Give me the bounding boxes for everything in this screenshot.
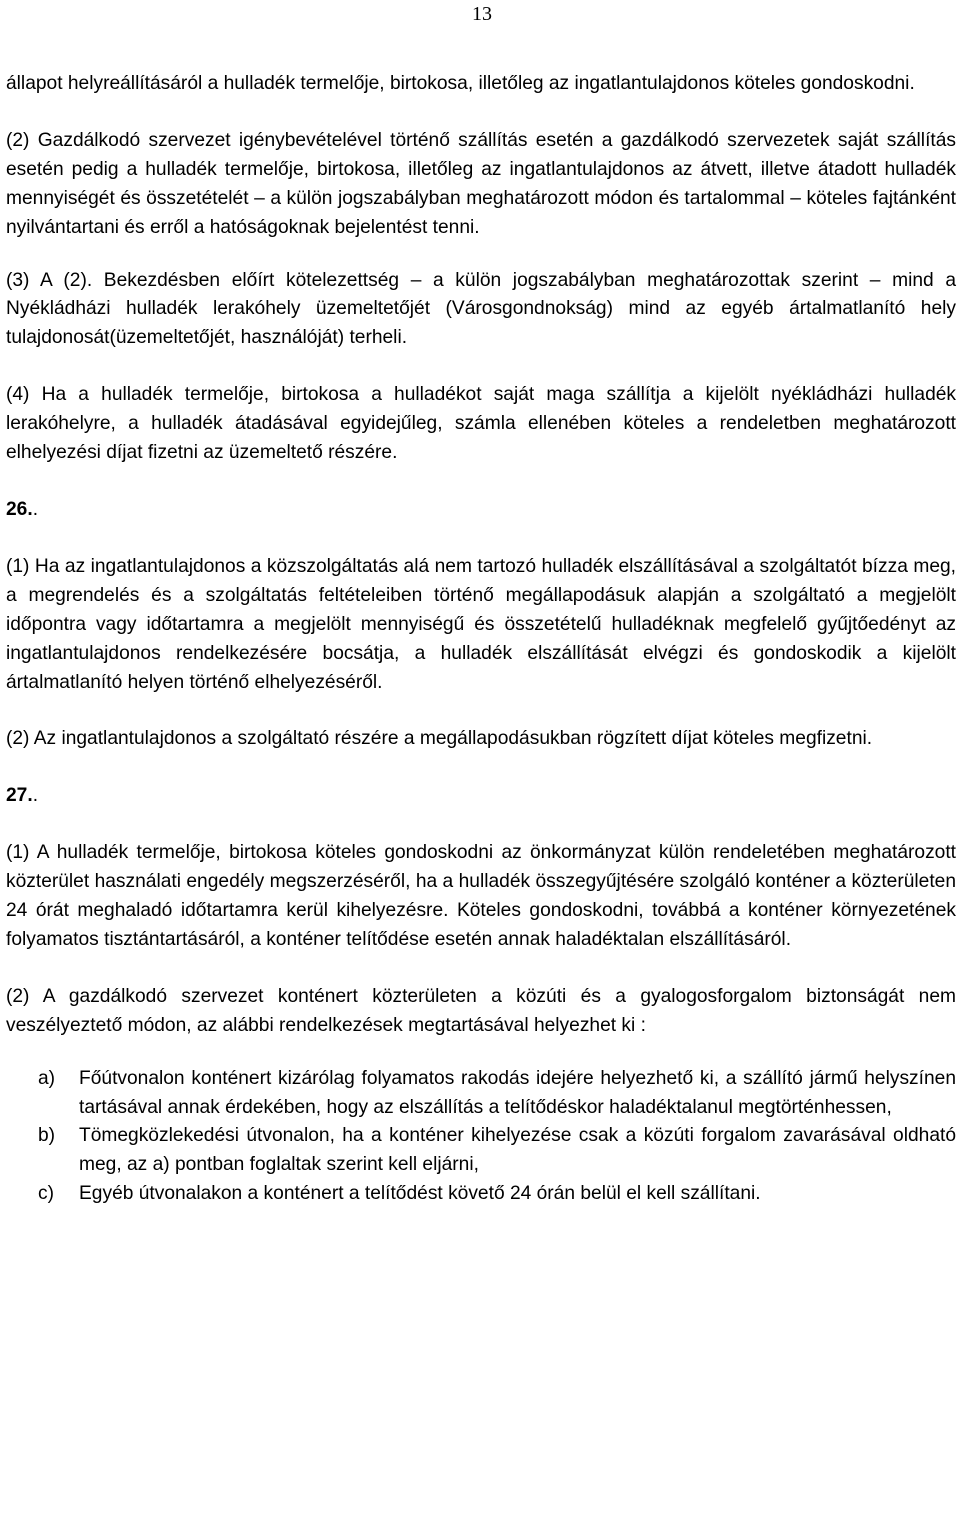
paragraph-4: (4) Ha a hulladék termelője, birtokosa a hulladékot saját maga szállítja a kijelölt nyékládházi hulladék lerakóhelyre, a hulladék átadásával egyidejűleg, számla ellenében köteles a rendeletben meghatározott elhelyezési díjat fizetni az üzemeltető részére. [6, 384, 956, 464]
section-26-paragraph-1: (1) Ha az ingatlantulajdonos a közszolgáltatás alá nem tartozó hulladék elszállításával a szolgáltatót bízza meg, a megrendelés és a szolgáltatás feltételeiben történő megállapodásuk alapján a szolgáltató a megjelölt időpontra vagy időtartamra a megjelölt mennyiségű és összetételű hulladéknak megfelelő gyűjtőedényt az ingatlantulajdonos rendelkezésére bocsátja, a hulladék elszállítását elvégzi és gondoskodik a kijelölt ártalmatlanító helyen történő elhelyezéséről. [6, 555, 956, 693]
document-body [6, 70, 956, 1209]
list-item [6, 1180, 956, 1209]
section-27-heading [6, 782, 956, 811]
list-marker: b) [38, 1125, 56, 1147]
section-27-number: 27. [6, 785, 33, 807]
provision-list [6, 1065, 956, 1210]
list-item [6, 1065, 956, 1123]
list-item [6, 1122, 956, 1180]
section-27-paragraph-1: (1) A hulladék termelője, birtokosa köteles gondoskodni az önkormányzat külön rendeletében meghatározott közterület használati engedély megszerzéséről, ha a hulladék összegyűjtésére szolgáló konténer a közterületen 24 órát meghaladó időtartamra kerül kihelyezésre. Köteles gondoskodni, továbbá a konténer környezetének folyamatos tisztántartásáról, a konténer telítődése esetén annak haladéktalan elszállításáról. [6, 842, 956, 950]
section-27-suffix: . [32, 785, 39, 807]
list-item-text: Tömegközlekedési útvonalon, ha a konténer kihelyezése csak a közúti forgalom zavarásával oldható meg, az a) pontban foglaltak szerint kell eljárni, [79, 1125, 956, 1176]
list-marker: c) [38, 1183, 54, 1205]
paragraph-2: (2) Gazdálkodó szervezet igénybevételével történő szállítás esetén a gazdálkodó szervezetek saját szállítás esetén pedig a hulladék termelője, birtokosa, illetőleg az ingatlantulajdonos az átvett, illetve átadott hulladék mennyiségét és összetételét – a külön jogszabályban meghatározott módon és tartalommal – köteles fajtánként nyilvántartani és erről a hatóságoknak bejelentést tenni. [6, 129, 956, 238]
paragraph-3: (3) A (2). Bekezdésben előírt kötelezettség – a külön jogszabályban meghatározottak szerint – mind a Nyékládházi hulladék lerakóhely üzemeltetőjét (Városgondnokság) mind az egyéb ártalmatlanító hely tulajdonosát(üzemeltetőjét, használóját) terheli. [6, 269, 956, 349]
section-26-number: 26. [6, 498, 33, 520]
list-item-text: Egyéb útvonalakon a konténert a telítődést követő 24 órán belül el kell szállítani. [79, 1183, 761, 1205]
list-marker: a) [38, 1067, 56, 1089]
section-27-paragraph-2: (2) A gazdálkodó szervezet konténert közterületen a közúti és a gyalogosforgalom biztonságát nem veszélyeztető módon, az alábbi rendelkezések megtartásával helyezhet ki : [6, 985, 956, 1036]
page-number: 13 [472, 3, 492, 25]
section-26-suffix: . [32, 498, 39, 520]
list-item-text: Főútvonalon konténert kizárólag folyamatos rakodás idejére helyezhető ki, a szállító jármű helyszínen tartásával annak érdekében, hogy az elszállítás a telítődéskor haladéktalanul megtörténhessen, [79, 1067, 956, 1118]
paragraph-continuation: állapot helyreállításáról a hulladék termelője, birtokosa, illetőleg az ingatlantulajdonos köteles gondoskodni. [6, 73, 915, 94]
section-26-heading [6, 496, 956, 525]
section-26-paragraph-2: (2) Az ingatlantulajdonos a szolgáltató részére a megállapodásukban rögzített díjat köteles megfizetni. [6, 728, 873, 750]
